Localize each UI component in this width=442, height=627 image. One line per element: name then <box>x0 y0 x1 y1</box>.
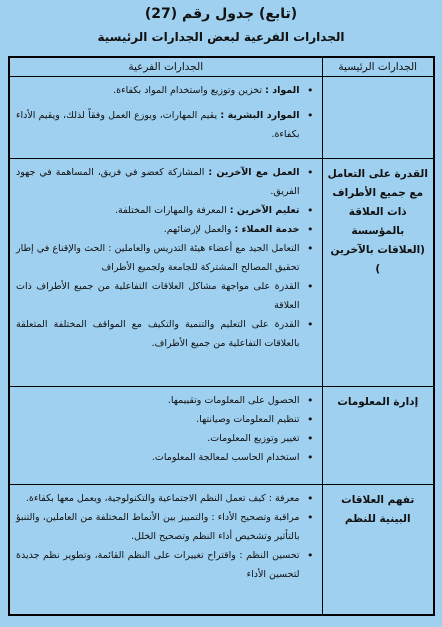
bullet-icon: • <box>307 394 314 407</box>
item-text: القدرة على التعليم والتنمية والتكيف مع المواقف المختلفة المتعلقة بالعلاقات التفاعلية من جميع الأطراف. <box>16 319 300 349</box>
item-text: تخزين وتوزيع واستخدام المواد بكفاءة. <box>113 85 266 96</box>
bullet-icon: • <box>307 492 314 505</box>
bullet-icon: • <box>307 204 314 217</box>
sub-competencies-cell <box>9 159 322 387</box>
bullet-icon: • <box>307 432 314 445</box>
list-item <box>16 489 316 508</box>
sub-competencies-cell <box>9 77 322 159</box>
table-row <box>9 485 434 616</box>
list-item <box>16 391 316 410</box>
list-item <box>16 220 316 239</box>
bullet-icon: • <box>307 413 314 426</box>
competencies-table <box>8 56 435 616</box>
list-item <box>16 106 316 144</box>
header-main-competencies: الجدارات الرئيسية <box>322 57 434 77</box>
main-competency-cell: القدرة على التعامل مع جميع الأطراف ذات العلاقة بالمؤسسة (العلاقات بالآخرين ) <box>322 159 434 387</box>
main-competency-cell: تفهم العلاقات البينية للنظم <box>322 485 434 616</box>
list-item <box>16 277 316 315</box>
item-text: تنظيم المعلومات وصيانتها. <box>196 414 300 425</box>
list-item <box>16 239 316 277</box>
item-text: تغيير وتوزيع المعلومات. <box>207 433 300 444</box>
sub-competency-list <box>16 391 316 467</box>
item-text: استخدام الحاسب لمعالجة المعلومات. <box>151 452 300 463</box>
sub-competency-list <box>16 489 316 584</box>
bullet-icon: • <box>307 223 314 236</box>
main-competency-cell <box>322 77 434 159</box>
item-bold-label: العمل مع الآخرين : <box>208 167 300 178</box>
bullet-icon: • <box>307 549 314 562</box>
item-text: التعامل الجيد مع أعضاء هيئة التدريس والعاملين : الحث والإقناع في إطار تحقيق المصالح المشتركة للجامعة ولجميع الأطراف <box>16 243 300 273</box>
item-bold-label: المواد : <box>265 85 300 96</box>
item-text: تحسين النظم : واقتراح تغييرات على النظم القائمة، وتطوير نظم جديدة لتحسين الأداء <box>16 550 300 580</box>
item-text: القدرة على مواجهة مشاكل العلاقات التفاعلية من جميع الأطراف ذات العلاقة <box>16 281 300 311</box>
main-competency-cell: إدارة المعلومات <box>322 387 434 485</box>
list-item <box>16 163 316 201</box>
sub-competencies-cell <box>9 387 322 485</box>
table-row <box>9 159 434 387</box>
bullet-icon: • <box>307 242 314 255</box>
header-sub-competencies: الجدارات الفرعية <box>9 57 322 77</box>
bullet-icon: • <box>307 109 314 122</box>
sub-competency-list <box>16 163 316 353</box>
bullet-icon: • <box>307 511 314 524</box>
list-item <box>16 508 316 546</box>
list-item <box>16 429 316 448</box>
list-item <box>16 81 316 100</box>
list-item <box>16 410 316 429</box>
bullet-icon: • <box>307 280 314 293</box>
table-row <box>9 387 434 485</box>
item-bold-label: خدمة العملاء : <box>234 224 300 235</box>
table-number-title: (تابع) جدول رقم (27) <box>144 6 298 22</box>
list-item <box>16 315 316 353</box>
item-text: الحصول على المعلومات وتقييمها. <box>167 395 300 406</box>
bullet-icon: • <box>307 166 314 179</box>
table-row <box>9 77 434 159</box>
table-header-row <box>9 57 434 77</box>
bullet-icon: • <box>307 84 314 97</box>
sub-competency-list <box>16 81 316 144</box>
bullet-icon: • <box>307 318 314 331</box>
list-item <box>16 448 316 467</box>
list-item <box>16 201 316 220</box>
table-subtitle: الجدارات الفرعية لبعض الجدارات الرئيسية <box>97 30 345 44</box>
item-text: معرفة : كيف تعمل النظم الاجتماعية والتكنولوجية، ويعمل معها بكفاءة. <box>25 493 300 504</box>
sub-competencies-cell <box>9 485 322 616</box>
item-text: والعمل لإرضائهم. <box>163 224 235 235</box>
item-bold-label: تعليم الآخرين : <box>229 205 300 216</box>
list-item <box>16 546 316 584</box>
bullet-icon: • <box>307 451 314 464</box>
item-text: المعرفة والمهارات المختلفة. <box>115 205 230 216</box>
item-bold-label: الموارد البشرية : <box>220 110 300 121</box>
item-text: المشاركة كعضو في فريق، المساهمة في جهود الفريق. <box>16 167 300 197</box>
item-text: يقيم المهارات، ويوزع العمل وفقاً لذلك، ويقيم الأداء بكفاءة. <box>16 110 300 140</box>
item-text: مراقبة وتصحيح الأداء : والتمييز بين الأنماط المختلفة من العاملين، والتنبؤ بالتأثير وتشخيص أداء النظم وتصحيح الخلل. <box>16 512 300 542</box>
